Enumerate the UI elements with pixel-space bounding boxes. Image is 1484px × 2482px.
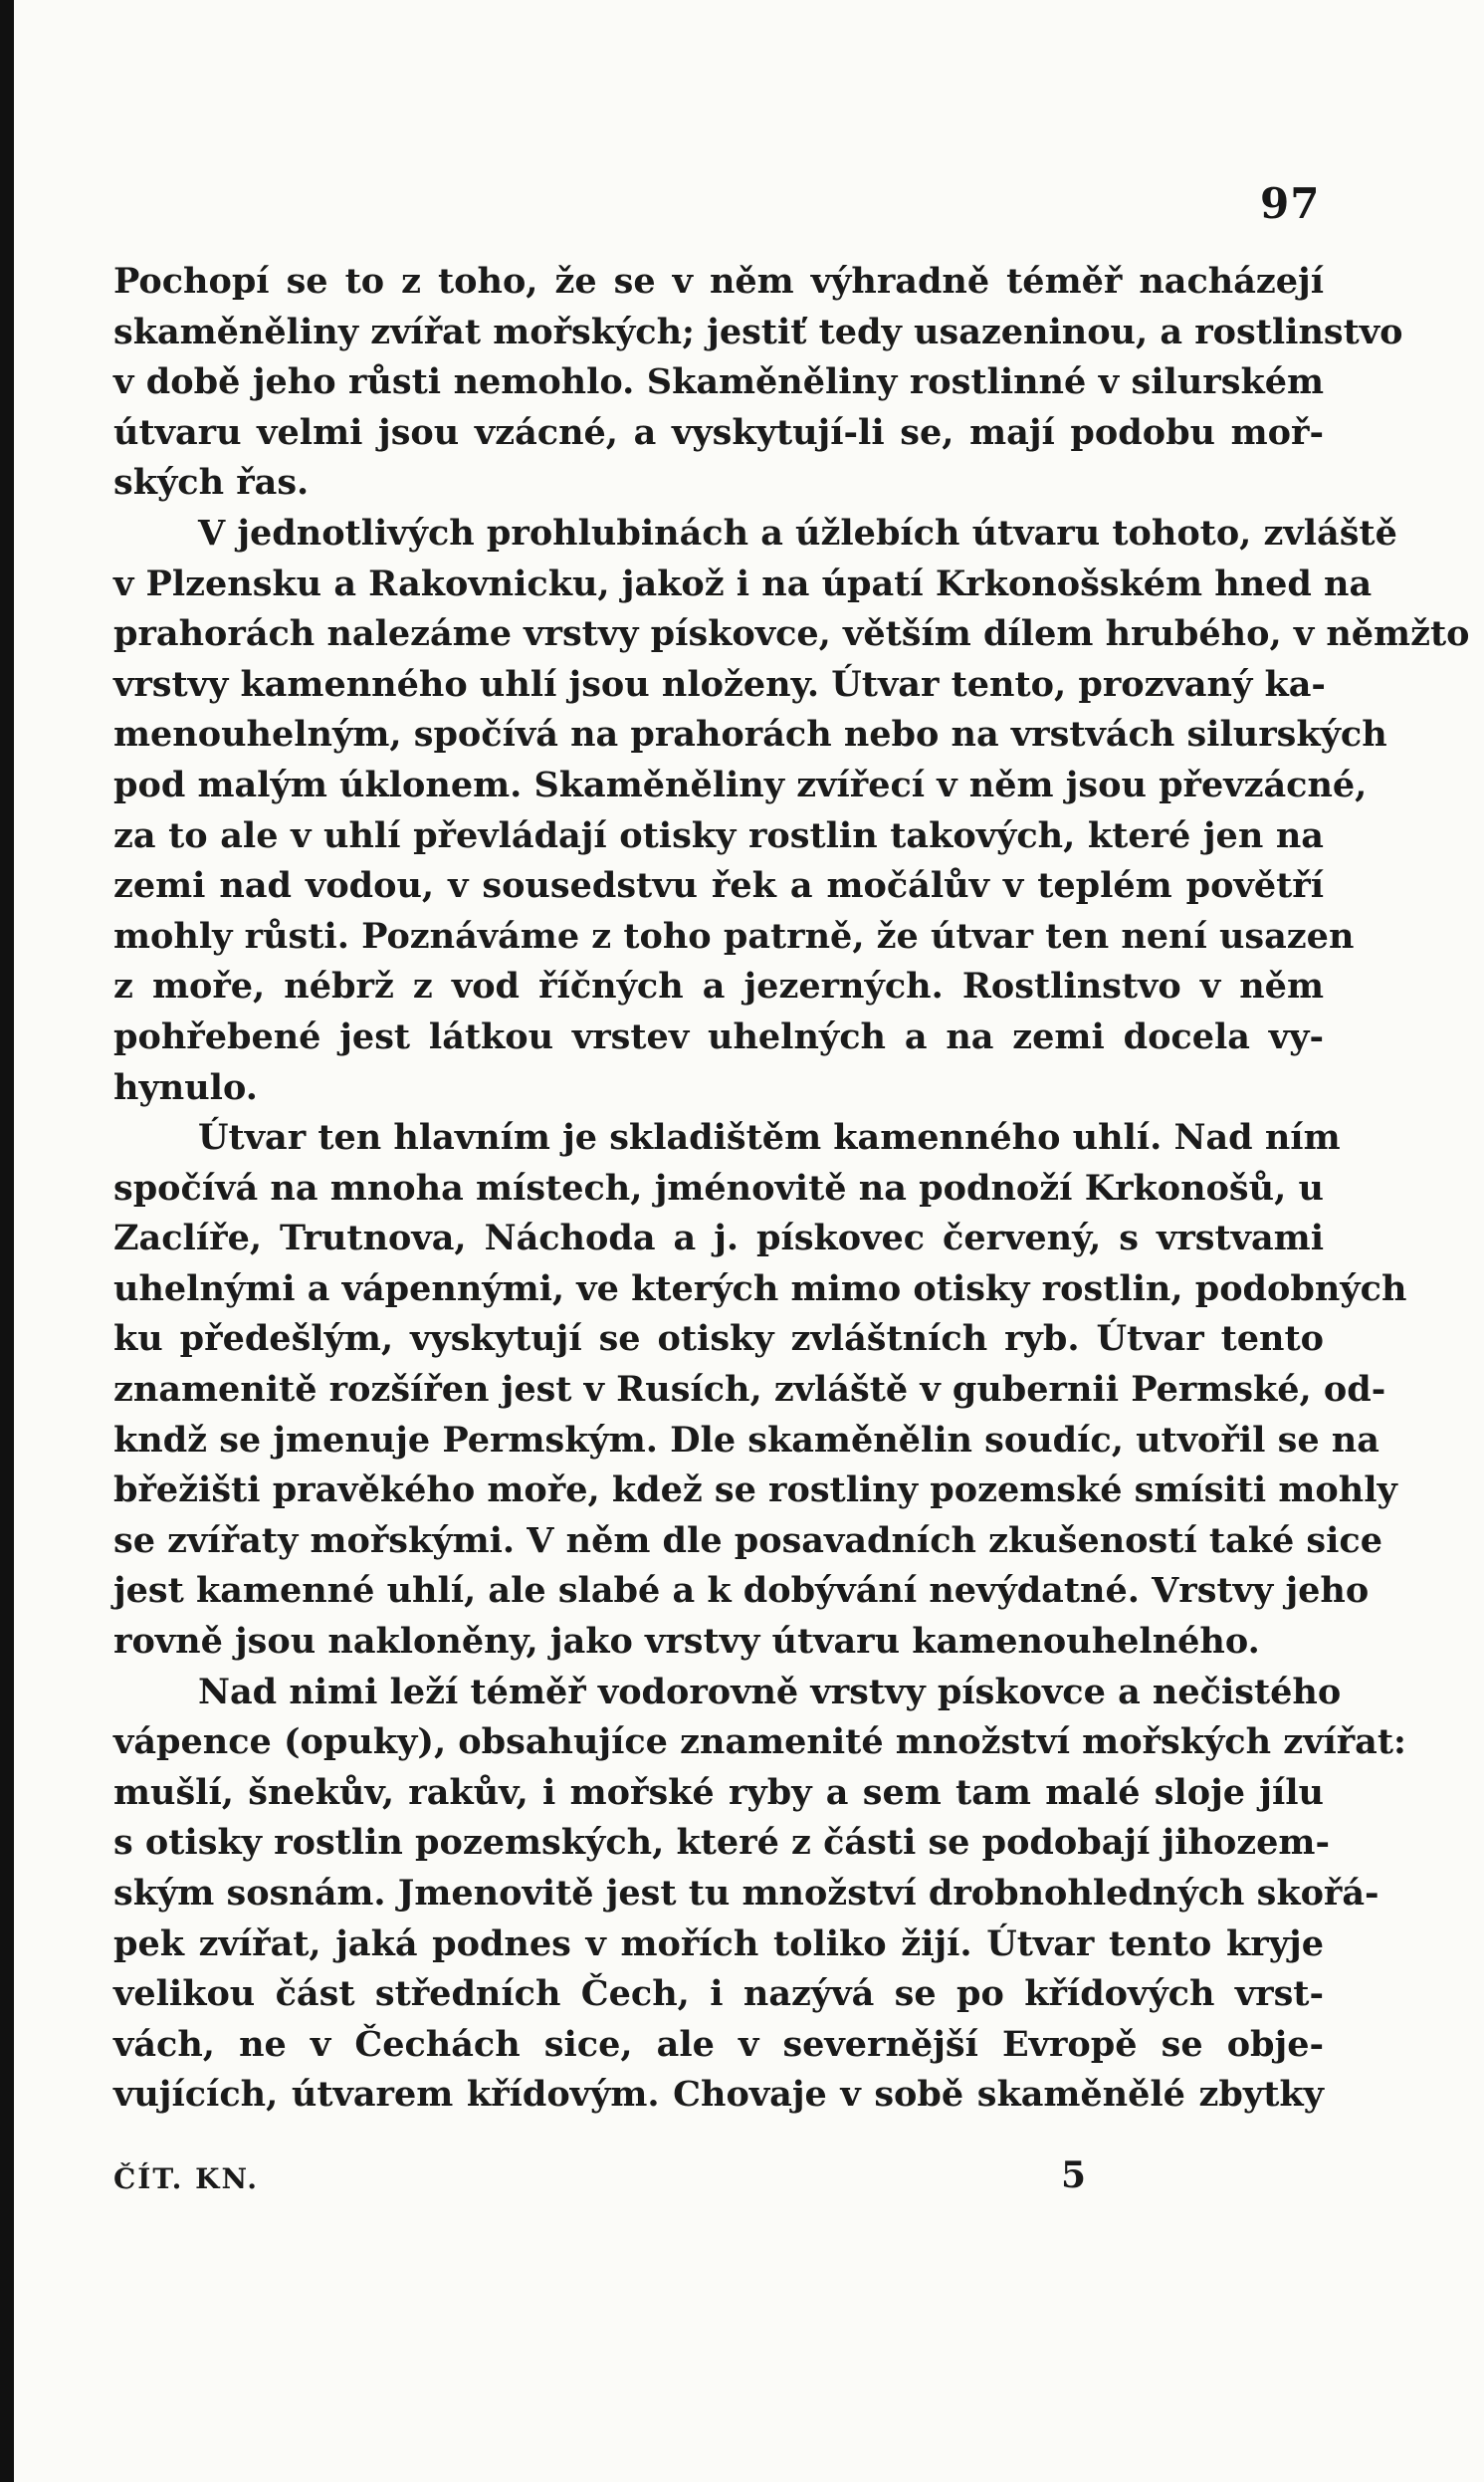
text-line: Nad nimi leží téměř vodorovně vrstvy pískovce a nečistého (198, 1671, 1342, 1712)
signature-mark: ČÍT. KN. (113, 2162, 259, 2195)
text-line: hynulo. (113, 1066, 258, 1108)
text-line: ských řas. (113, 462, 310, 504)
text-line: útvaru velmi jsou vzácné, a vyskytují-li se, mají podobu moř- (113, 411, 1324, 453)
text-line: se zvířaty mořskými. V něm dle posavadních zkušeností také sice (113, 1519, 1382, 1561)
text-line: mušlí, šnekův, rakův, i mořské ryby a sem tam malé sloje jílu (113, 1771, 1324, 1813)
text-line: uhelnými a vápennými, ve kterých mimo otisky rostlin, podobných (113, 1267, 1407, 1309)
text-line: ku předešlým, vyskytují se otisky zvláštních ryb. Útvar tento (113, 1318, 1324, 1360)
body-text (113, 257, 1470, 2121)
text-line: zemi nad vodou, v sousedstvu řek a močálův v teplém povětří (113, 865, 1324, 907)
text-line: vrstvy kamenného uhlí jsou nloženy. Útvar tento, prozvaný ka- (113, 663, 1326, 705)
text-line: pohřebené jest látkou vrstev uhelných a na zemi docela vy- (113, 1015, 1324, 1057)
text-line: spočívá na mnoha místech, jménovitě na podnoží Krkonošů, u (113, 1167, 1324, 1209)
text-line: kndž se jmenuje Permským. Dle skaměnělin soudíc, utvořil se na (113, 1419, 1379, 1461)
text-line: rovně jsou nakloněny, jako vrstvy útvaru kamenouhelného. (113, 1621, 1260, 1663)
text-line: Zaclíře, Trutnova, Náchoda a j. pískovec červený, s vrstvami (113, 1218, 1324, 1259)
text-line: skaměněliny zvířat mořských; jestiť tedy usazeninou, a rostlinstvo (113, 311, 1403, 352)
text-line: jest kamenné uhlí, ale slabé a k dobývání nevýdatné. Vrstvy jeho (113, 1570, 1370, 1612)
text-line: prahorách nalezáme vrstvy pískovce, větším dílem hrubého, v němžto (113, 613, 1470, 655)
text-line: vápence (opuky), obsahujíce znamenité množství mořských zvířat: (113, 1721, 1406, 1763)
text-line: v době jeho růsti nemohlo. Skaměněliny rostlinné v silurském (113, 361, 1324, 403)
text-line: z moře, nébrž z vod říčných a jezerných. Rostlinstvo v něm (113, 966, 1324, 1008)
text-line: V jednotlivých prohlubinách a úžlebích útvaru tohoto, zvláště (198, 512, 1397, 554)
scan-edge (0, 0, 14, 2482)
sheet-number: 5 (1061, 2154, 1087, 2196)
text-line: v Plzensku a Rakovnicku, jakož i na úpatí Krkonošském hned na (113, 563, 1373, 604)
book-page (14, 0, 1484, 2482)
page-number: 97 (1260, 179, 1321, 228)
text-line: znamenitě rozšířen jest v Rusích, zvláště v gubernii Permské, od- (113, 1369, 1386, 1411)
text-line: ským sosnám. Jmenovitě jest tu množství drobnohledných skořá- (113, 1873, 1379, 1914)
text-line: mohly růsti. Poznáváme z toho patrně, že útvar ten není usazen (113, 915, 1355, 957)
text-line: pek zvířat, jaká podnes v mořích toliko žijí. Útvar tento kryje (113, 1922, 1324, 1964)
text-line: vách, ne v Čechách sice, ale v severnější Evropě se obje- (113, 2023, 1324, 2065)
text-line: Pochopí se to z toho, že se v něm výhradně téměř nacházejí (113, 261, 1324, 302)
text-line: břežišti pravěkého moře, kdež se rostliny pozemské smísiti mohly (113, 1469, 1397, 1511)
text-line: za to ale v uhlí převládají otisky rostlin takových, které jen na (113, 814, 1324, 856)
text-line: menouhelným, spočívá na prahorách nebo na vrstvách silurských (113, 714, 1387, 756)
text-line: Útvar ten hlavním je skladištěm kamenného uhlí. Nad ním (198, 1117, 1341, 1159)
text-line: vujících, útvarem křídovým. Chovaje v sobě skaměnělé zbytky (113, 2074, 1324, 2116)
text-line: pod malým úklonem. Skaměněliny zvířecí v něm jsou převzácné, (113, 764, 1368, 805)
text-line: s otisky rostlin pozemských, které z části se podobají jihozem- (113, 1822, 1330, 1864)
text-line: velikou část středních Čech, i nazývá se po křídových vrst- (113, 1973, 1324, 2015)
